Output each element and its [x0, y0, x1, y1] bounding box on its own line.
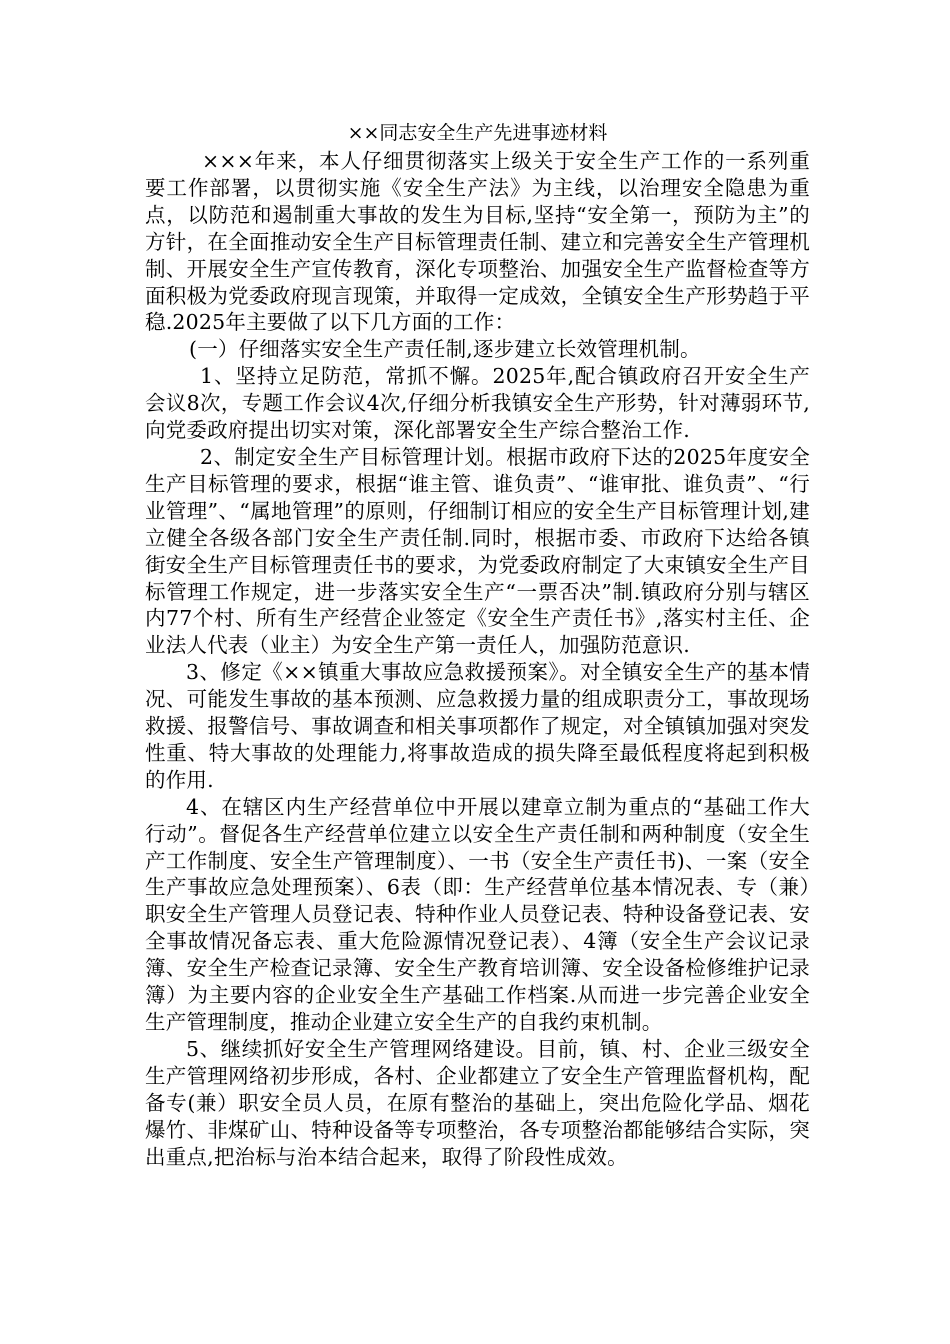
paragraph-item-2: 2、制定安全生产目标管理计划。根据市政府下达的2025年度安全生产目标管理的要求，根据“谁主管、谁负责”、“谁审批、谁负责”、“行业管理”、“属地管理”的原则，仔细制订相应的安全生产目标管理计划,建立健全各级各部门安全生产责任制.同时，根据市委、市政府下达给各镇街安全生产目标管理责任书的要求，为党委政府制定了大束镇安全生产目标管理工作规定，进一步落实安全生产“一票否决”制.镇政府分别与辖区内77个村、所有生产经营企业签定《安全生产责任书》,落实村主任、企业法人代表（业主）为安全生产第一责任人，加强防范意识. — [145, 444, 810, 658]
paragraph-item-1: 1、坚持立足防范，常抓不懈。2025年,配合镇政府召开安全生产会议8次，专题工作会议4次,仔细分析我镇安全生产形势，针对薄弱环节,向党委政府提出切实对策，深化部署安全生产综合整治工作. — [145, 364, 810, 443]
document-title: ××同志安全生产先进事迹材料 — [347, 122, 608, 144]
paragraph-item-4: 4、在辖区内生产经营单位中开展以建章立制为重点的“基础工作大行动”。督促各生产经营单位建立以安全生产责任制和两种制度（安全生产工作制度、安全生产管理制度）、一书（安全生产责任书)、一案（安全生产事故应急处理预案）、6表（即：生产经营单位基本情况表、专（兼）职安全生产管理人员登记表、特种作业人员登记表、特种设备登记表、安全事故情况备忘表、重大危险源情况登记表）、4簿（安全生产会议记录簿、安全生产检查记录簿、安全生产教育培训簿、安全设备检修维护记录簿）为主要内容的企业安全生产基础工作档案.从而进一步完善企业安全生产管理制度，推动企业建立安全生产的自我约束机制。 — [145, 794, 810, 1034]
paragraph-intro: ×××年来，本人仔细贯彻落实上级关于安全生产工作的一系列重要工作部署，以贯彻实施《安全生产法》为主线，以治理安全隐患为重点，以防范和遏制重大事故的发生为目标,坚持“安全第一，预防为主”的方针，在全面推动安全生产目标管理责任制、建立和完善安全生产管理机制、开展安全生产宣传教育，深化专项整治、加强安全生产监督检查等方面积极为党委政府现言现策，并取得一定成效，全镇安全生产形势趋于平稳.2025年主要做了以下几方面的工作： — [145, 149, 810, 335]
document-page — [145, 118, 810, 1170]
paragraph-item-5: 5、继续抓好安全生产管理网络建设。目前，镇、村、企业三级安全生产管理网络初步形成，各村、企业都建立了安全生产管理监督机构，配备专(兼）职安全员人员，在原有整治的基础上，突出危险化学品、烟花爆竹、非煤矿山、特种设备等专项整治，各专项整治都能够结合实际，突出重点,把治标与治本结合起来，取得了阶段性成效。 — [145, 1036, 810, 1169]
paragraph-item-3: 3、修定《××镇重大事故应急救援预案》。对全镇安全生产的基本情况、可能发生事故的基本预测、应急救援力量的组成职责分工，事故现场救援、报警信号、事故调查和相关事项都作了规定，对全镇镇加强对突发性重、特大事故的处理能力,将事故造成的损失降至最低程度将起到积极的作用. — [145, 660, 810, 792]
section-heading-1: (一）仔细落实安全生产责任制,逐步建立长效管理机制。 — [189, 337, 701, 362]
